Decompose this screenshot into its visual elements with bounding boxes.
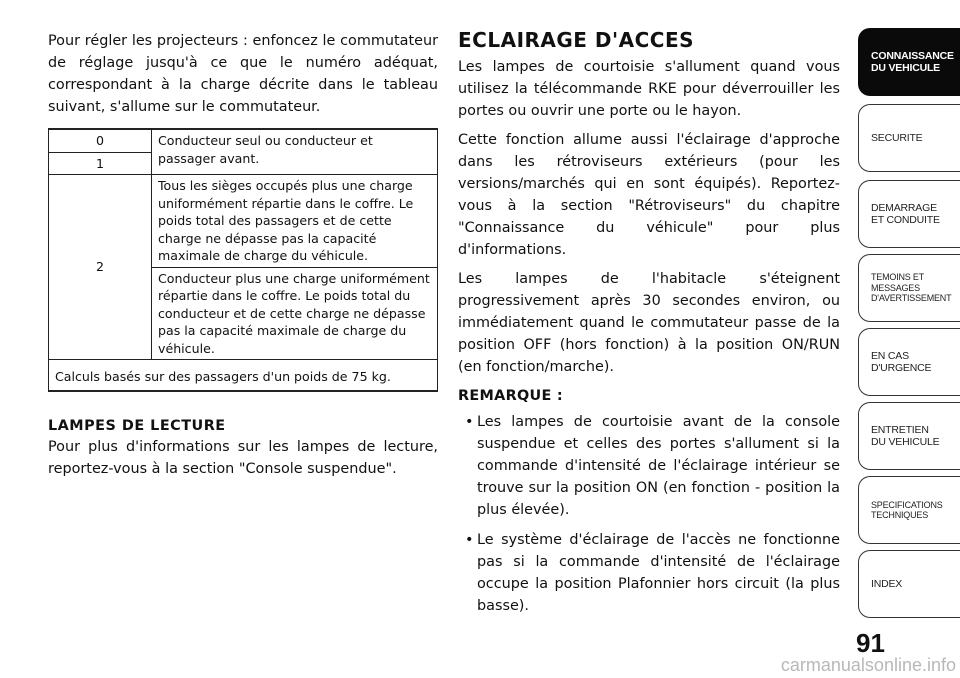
section-text: Pour plus d'informations sur les lampes de lecture, reportez-vous à la section "Console suspendue".: [48, 439, 438, 477]
setting-description: Conducteur plus une charge uniformément répartie dans le coffre. Le poids total du conducteur et de cette charge ne dépasse pas la capacité maximale de charge du véhicule.: [152, 267, 438, 360]
tab-entretien-du-vehicule[interactable]: [858, 402, 960, 470]
tab-label: CONNAISSANCE DU VEHICULE: [871, 50, 954, 74]
remark-heading: REMARQUE :: [458, 388, 563, 404]
remark-list: [458, 411, 840, 617]
bullet-icon: •: [465, 414, 474, 430]
tab-en-cas-d-urgence[interactable]: [858, 328, 960, 396]
setting-number: 2: [49, 175, 152, 360]
tab-temoins-et-messages[interactable]: [858, 254, 960, 322]
setting-number: 0: [49, 129, 152, 152]
tab-index[interactable]: [858, 550, 960, 618]
tab-demarrage-et-conduite[interactable]: [858, 180, 960, 248]
headlamp-adjust-intro: Pour régler les projecteurs : enfoncez le commutateur de réglage jusqu'à ce que le numéro adéquat, correspondant à la charge décrite dans le tableau suivant, s'allume sur le commutateur.: [48, 33, 438, 115]
load-settings-table: [48, 128, 438, 392]
setting-number: 1: [49, 152, 152, 175]
tab-securite[interactable]: [858, 104, 960, 172]
section-heading: ECLAIRAGE D'ACCES: [458, 28, 695, 52]
table-row: [49, 360, 438, 391]
tab-label: ENTRETIEN DU VEHICULE: [871, 424, 940, 448]
tab-label: SPECIFICATIONS TECHNIQUES: [871, 499, 943, 520]
table-row: [49, 129, 438, 152]
table-note: Calculs basés sur des passagers d'un poids de 75 kg.: [49, 360, 438, 391]
tab-label: EN CAS D'URGENCE: [871, 350, 932, 374]
setting-description: Tous les sièges occupés plus une charge uniformément répartie dans le coffre. Le poids total des passagers et de cette charge ne dépasse pas la capacité maximale de charge du véhicule.: [152, 175, 438, 268]
tab-label: DEMARRAGE ET CONDUITE: [871, 202, 940, 226]
tab-label: TEMOINS ET MESSAGES D'AVERTISSEMENT: [871, 272, 952, 304]
left-column: [48, 30, 438, 118]
setting-description: Conducteur seul ou conducteur et passager avant.: [152, 129, 438, 175]
tab-label: INDEX: [871, 578, 903, 590]
page-number: 91: [856, 628, 885, 658]
right-column: [458, 28, 840, 625]
reading-lamps-section: [48, 416, 438, 480]
paragraph: Les lampes de l'habitacle s'éteignent progressivement après 30 secondes environ, ou immédiatement quand le commutateur passe de la position OFF (hors fonction) à la position ON/RUN (en fonction/marche).: [458, 271, 840, 375]
tab-specifications-techniques[interactable]: [858, 476, 960, 544]
chapter-tabs: [858, 28, 960, 628]
section-heading: LAMPES DE LECTURE: [48, 418, 226, 434]
list-item-text: Les lampes de courtoisie avant de la console suspendue et celles des portes s'allument si la commande d'intensité de l'éclairage intérieur se trouve sur la position ON (en fonction - position la plus élevée).: [477, 414, 840, 518]
tab-connaissance-du-vehicule[interactable]: [858, 28, 960, 96]
paragraph: Les lampes de courtoisie s'allument quand vous utilisez la télécommande RKE pour déverrouiller les portes ou ouvrir une porte ou le hayon.: [458, 59, 840, 119]
list-item: [458, 411, 840, 521]
list-item: [458, 529, 840, 617]
list-item-text: Le système d'éclairage de l'accès ne fonctionne pas si la commande d'intensité de l'éclairage occupe la position Plafonnier hors circuit (la plus basse).: [477, 532, 840, 614]
bullet-icon: •: [465, 532, 474, 548]
table-row: [49, 175, 438, 268]
watermark: carmanualsonline.info: [780, 655, 956, 675]
tab-label: SECURITE: [871, 132, 923, 144]
paragraph: Cette fonction allume aussi l'éclairage d'approche dans les rétroviseurs extérieurs (pour les versions/marchés qui en sont équipés). Reportez-vous à la section "Rétroviseurs" du chapitre "Connaissance du véhicule" pour plus d'informations.: [458, 132, 840, 258]
